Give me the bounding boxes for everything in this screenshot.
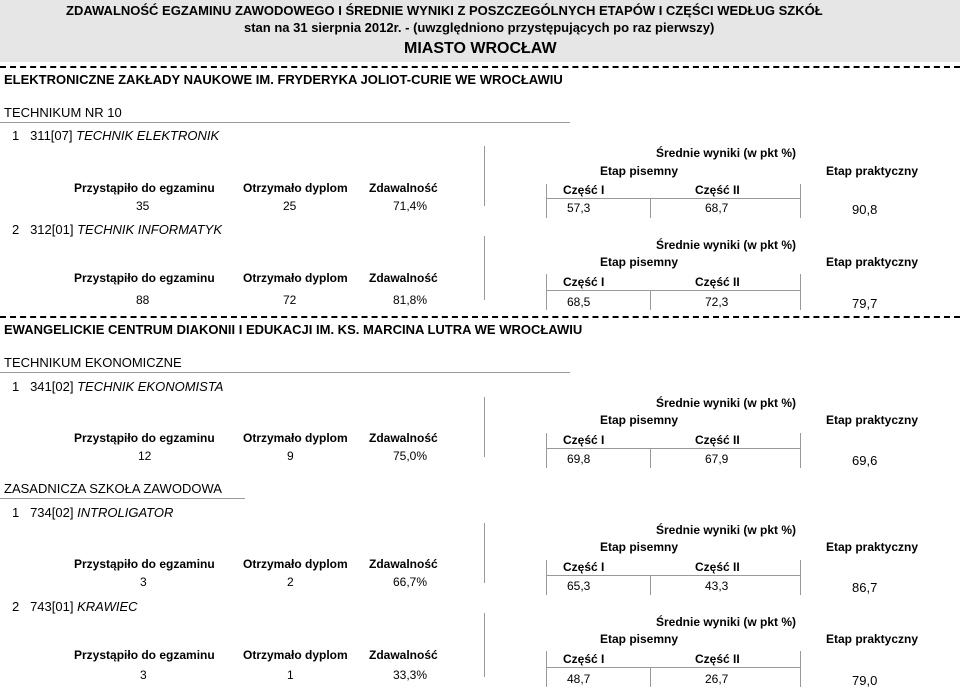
taken-label: Przystąpiło do egzaminu	[74, 431, 215, 445]
type-underline	[0, 122, 570, 123]
written-stage-label: Etap pisemny	[600, 164, 679, 178]
part2-value: 72,3	[705, 295, 729, 309]
part2-value: 43,3	[705, 579, 729, 593]
school-separator	[0, 316, 960, 318]
taken-label: Przystąpiło do egzaminu	[74, 271, 215, 285]
school-name: ELEKTRONICZNE ZAKŁADY NAUKOWE IM. FRYDERYKA JOLIOT-CURIE WE WROCŁAWIU	[4, 72, 563, 87]
written-stage-label: Etap pisemny	[600, 413, 679, 427]
practical-stage-label: Etap praktyczny	[826, 164, 919, 178]
profession-title: 2 312[01] TECHNIK INFORMATYK	[12, 222, 223, 237]
city-heading: MIASTO WROCŁAW	[404, 40, 557, 57]
part1-value: 69,8	[567, 452, 591, 466]
part2-value: 68,7	[705, 201, 729, 215]
pass-rate-label: Zdawalność	[369, 271, 438, 285]
diploma-label: Otrzymało dyplom	[243, 557, 348, 571]
taken-value: 35	[136, 199, 150, 213]
avg-results-label: Średnie wyniki (w pkt %)	[656, 238, 797, 252]
diploma-label: Otrzymało dyplom	[243, 271, 348, 285]
written-stage-label: Etap pisemny	[600, 540, 679, 554]
part1-value: 48,7	[567, 672, 591, 686]
practical-value: 69,6	[852, 453, 878, 468]
diploma-value: 72	[283, 293, 297, 307]
pass-rate-label: Zdawalność	[369, 181, 438, 195]
diploma-value: 2	[287, 575, 294, 589]
written-stage-label: Etap pisemny	[600, 632, 679, 646]
part2-label: Część II	[695, 652, 740, 666]
avg-results-label: Średnie wyniki (w pkt %)	[656, 615, 797, 629]
report-subtitle: stan na 31 sierpnia 2012r. - (uwzględniono przystępujących po raz pierwszy)	[244, 20, 715, 35]
part2-label: Część II	[695, 183, 740, 197]
profession-title: 1 734[02] INTROLIGATOR	[12, 505, 174, 520]
part2-label: Część II	[695, 275, 740, 289]
part1-value: 65,3	[567, 579, 591, 593]
part2-label: Część II	[695, 560, 740, 574]
profession-title: 1 311[07] TECHNIK ELEKTRONIK	[12, 128, 220, 143]
school-type: ZASADNICZA SZKOŁA ZAWODOWA	[4, 481, 222, 496]
written-stage-label: Etap pisemny	[600, 255, 679, 269]
pass-rate-label: Zdawalność	[369, 648, 438, 662]
part2-label: Część II	[695, 433, 740, 447]
taken-label: Przystąpiło do egzaminu	[74, 648, 215, 662]
part2-value: 26,7	[705, 672, 729, 686]
part1-label: Część I	[563, 560, 605, 574]
practical-stage-label: Etap praktyczny	[826, 413, 919, 427]
diploma-label: Otrzymało dyplom	[243, 181, 348, 195]
part1-label: Część I	[563, 183, 605, 197]
diploma-label: Otrzymało dyplom	[243, 648, 348, 662]
school-separator	[0, 66, 960, 68]
part1-label: Część I	[563, 433, 605, 447]
type-underline	[0, 498, 245, 499]
practical-stage-label: Etap praktyczny	[826, 632, 919, 646]
practical-stage-label: Etap praktyczny	[826, 540, 919, 554]
avg-results-label: Średnie wyniki (w pkt %)	[656, 396, 797, 410]
school-type: TECHNIKUM NR 10	[4, 105, 122, 120]
type-underline	[0, 372, 570, 373]
taken-value: 3	[140, 575, 147, 589]
diploma-value: 9	[287, 449, 294, 463]
taken-value: 88	[136, 293, 150, 307]
diploma-label: Otrzymało dyplom	[243, 431, 348, 445]
school-type: TECHNIKUM EKONOMICZNE	[4, 355, 182, 370]
practical-value: 90,8	[852, 202, 878, 217]
practical-stage-label: Etap praktyczny	[826, 255, 919, 269]
part1-value: 57,3	[567, 201, 591, 215]
part1-label: Część I	[563, 275, 605, 289]
taken-label: Przystąpiło do egzaminu	[74, 557, 215, 571]
pass-rate-value: 75,0%	[393, 449, 428, 463]
taken-value: 12	[138, 449, 152, 463]
pass-rate-value: 81,8%	[393, 293, 428, 307]
report-title: ZDAWALNOŚĆ EGZAMINU ZAWODOWEGO I ŚREDNIE WYNIKI Z POSZCZEGÓLNYCH ETAPÓW I CZĘŚCI WEDŁUG SZKÓŁ	[66, 3, 823, 18]
avg-results-label: Średnie wyniki (w pkt %)	[656, 146, 797, 160]
pass-rate-label: Zdawalność	[369, 557, 438, 571]
practical-value: 86,7	[852, 580, 878, 595]
practical-value: 79,0	[852, 673, 878, 688]
profession-title: 2 743[01] KRAWIEC	[12, 599, 138, 614]
pass-rate-value: 33,3%	[393, 668, 428, 682]
part2-value: 67,9	[705, 452, 729, 466]
pass-rate-label: Zdawalność	[369, 431, 438, 445]
taken-value: 3	[140, 668, 147, 682]
practical-value: 79,7	[852, 296, 878, 311]
pass-rate-value: 66,7%	[393, 575, 428, 589]
avg-results-label: Średnie wyniki (w pkt %)	[656, 523, 797, 537]
part1-value: 68,5	[567, 295, 591, 309]
pass-rate-value: 71,4%	[393, 199, 428, 213]
part1-label: Część I	[563, 652, 605, 666]
diploma-value: 1	[287, 668, 294, 682]
diploma-value: 25	[283, 199, 297, 213]
profession-title: 1 341[02] TECHNIK EKONOMISTA	[12, 379, 224, 394]
school-name: EWANGELICKIE CENTRUM DIAKONII I EDUKACJI IM. KS. MARCINA LUTRA WE WROCŁAWIU	[4, 322, 583, 337]
taken-label: Przystąpiło do egzaminu	[74, 181, 215, 195]
